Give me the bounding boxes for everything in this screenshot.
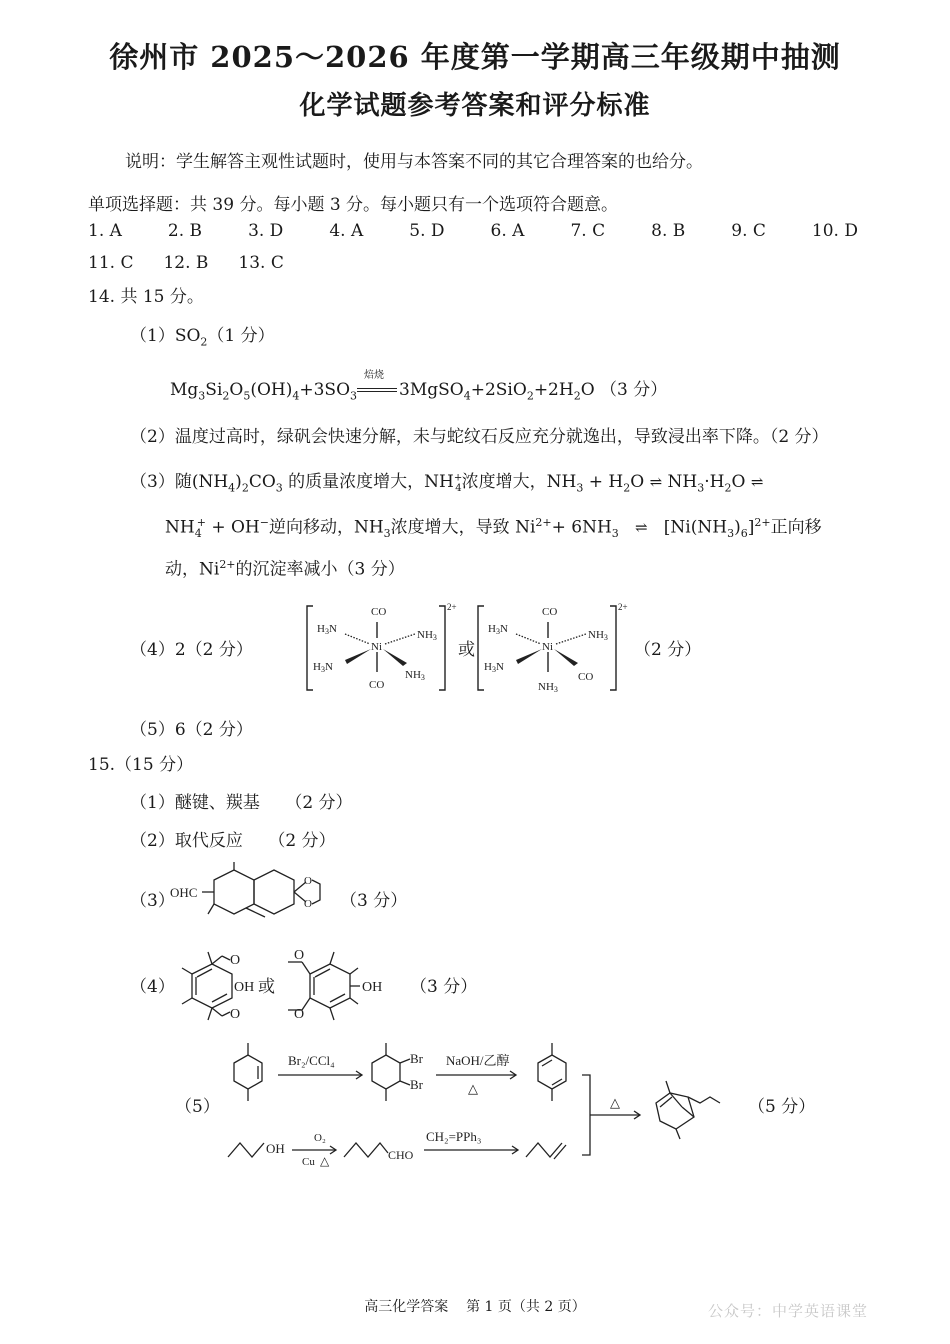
q15-part1: （1）醚键、羰基 （2 分） [130, 793, 353, 813]
svg-text:O: O [294, 1007, 305, 1022]
answer: 7. C [570, 221, 606, 241]
q15-part4-or: 或 [258, 977, 275, 997]
q15-part4-label: （4） [130, 977, 175, 997]
answer: 8. B [651, 221, 686, 241]
q14-heading: 14. 共 15 分。 [88, 287, 204, 307]
svg-text:CHO: CHO [388, 1148, 414, 1162]
q14-part3-line2: $NH_4^+ + OH^-$逆向移动，$NH_3$浓度增大，导致 $Ni^{2+}+ 6NH_3$ ⇌ $[Ni(NH_3)_6]^{2+}$正向移 [165, 516, 822, 541]
svg-text:OHC: OHC [170, 885, 198, 900]
svg-text:CO: CO [578, 671, 594, 683]
svg-text:O: O [230, 1007, 241, 1022]
delta-3: △ [610, 1095, 620, 1110]
svg-text:H3N: H3N [313, 661, 333, 674]
mcq-intro: 单项选择题：共 39 分。每小题 3 分。每小题只有一个选项符合题意。 [88, 195, 619, 215]
condition: 焙烧 [364, 369, 385, 381]
q15-part5-scheme [220, 1035, 780, 1175]
delta-1: △ [468, 1081, 478, 1096]
answer: 12. B [163, 253, 209, 273]
mcq-answers-row-1 [88, 221, 858, 241]
q15-part2: （2）取代反应 （2 分） [130, 831, 336, 851]
q15-part5-score: （5 分） [748, 1097, 816, 1117]
svg-text:NH3: NH3 [417, 629, 437, 642]
note: 说明：学生解答主观性试题时，使用与本答案不同的其它合理答案的也给分。 [125, 152, 703, 172]
svg-text:H3N: H3N [488, 623, 508, 636]
answer: 10. D [811, 221, 858, 241]
reagent-wittig: CH₂=PPh₃ [426, 1129, 482, 1144]
page-title: 徐州市 2025～2026 年度第一学期高三年级期中抽测 [109, 40, 841, 74]
q15-part3-label: （3） [130, 891, 175, 911]
svg-text:CO: CO [371, 606, 387, 618]
mcq-answers-row-2 [88, 253, 284, 273]
q14-part4-label: （4）2（2 分） [130, 640, 253, 660]
answer: 6. A [490, 221, 525, 241]
q15-part4-structure-1 [172, 946, 264, 1030]
reagent-br2: Br₂/CCl₄ [288, 1053, 335, 1068]
delta-2: △ [320, 1154, 330, 1168]
answer: 2. B [167, 221, 203, 241]
svg-text:CO: CO [542, 606, 558, 618]
q15-part3-score: （3 分） [340, 891, 408, 911]
svg-text:Br: Br [410, 1051, 423, 1066]
reagent-cu: Cu [302, 1156, 315, 1168]
q14-part2: （2）温度过高时，绿矾会快速分解，未与蛇纹石反应充分就逸出，导致浸出率下降。（2 分） [130, 427, 829, 447]
answer: 3. D [248, 221, 284, 241]
q14-equation: $Mg_3Si_2O_5(OH)_4+3SO_3$ 焙烧 $3MgSO_4+2SiO_2+2H_2O$ （3 分） [170, 369, 668, 403]
answer: 9. C [731, 221, 766, 241]
svg-text:OH: OH [266, 1141, 285, 1156]
svg-text:O: O [294, 948, 305, 963]
svg-text:Ni: Ni [371, 641, 382, 653]
answer: 4. A [329, 221, 364, 241]
nickel-complex-structure-2 [476, 600, 626, 696]
q14-part3-line3: 动，$Ni^{2+}$的沉淀率减小（3 分） [165, 558, 405, 580]
svg-text:NH3: NH3 [588, 629, 608, 642]
answer: 5. D [409, 221, 445, 241]
q15-heading: 15.（15 分） [88, 755, 194, 775]
svg-text:2+: 2+ [447, 602, 457, 612]
q15-part4-structure-2 [280, 946, 390, 1030]
svg-text:2+: 2+ [618, 602, 628, 612]
svg-text:O: O [230, 953, 241, 968]
reagent-o2: O₂ [314, 1132, 326, 1144]
watermark: 公众号：中学英语课堂 [708, 1302, 869, 1320]
q15-part3-structure [168, 862, 328, 938]
page-footer: 高三化学答案 第 1 页（共 2 页） [364, 1299, 586, 1315]
svg-text:H3N: H3N [484, 661, 504, 674]
reagent-naoh: NaOH/乙醇 [446, 1053, 510, 1068]
svg-text:NH3: NH3 [538, 681, 558, 694]
svg-text:O: O [304, 898, 312, 910]
q14-part3-line1: （3）随$(NH_4)_2CO_3$ 的质量浓度增大，$NH^+_4$浓度增大，$NH_3 + H_2O$ ⇌ $NH_3\cdot H_2O$ ⇌ [130, 472, 764, 495]
q14-part5: （5）6（2 分） [130, 720, 253, 740]
nickel-complex-structure-1 [305, 600, 455, 696]
svg-text:OH: OH [362, 980, 383, 995]
answer: 11. C [88, 253, 134, 273]
q15-part4-score: （3 分） [410, 977, 478, 997]
q14-part4-score: （2 分） [634, 640, 702, 660]
answer: 1. A [88, 221, 122, 241]
page-subtitle: 化学试题参考答案和评分标准 [299, 91, 651, 121]
svg-text:H3N: H3N [317, 623, 337, 636]
svg-text:Ni: Ni [542, 641, 553, 653]
svg-text:CO: CO [369, 679, 385, 691]
q14-part4-or: 或 [458, 640, 475, 660]
q15-part5-label: （5） [175, 1097, 220, 1117]
svg-text:NH3: NH3 [405, 669, 425, 682]
svg-text:O: O [304, 875, 312, 887]
answer: 13. C [238, 253, 284, 273]
q14-part1: $(1)SO_2(1$ 分） [130, 326, 275, 349]
svg-text:OH: OH [234, 980, 255, 995]
svg-text:Br: Br [410, 1077, 423, 1092]
